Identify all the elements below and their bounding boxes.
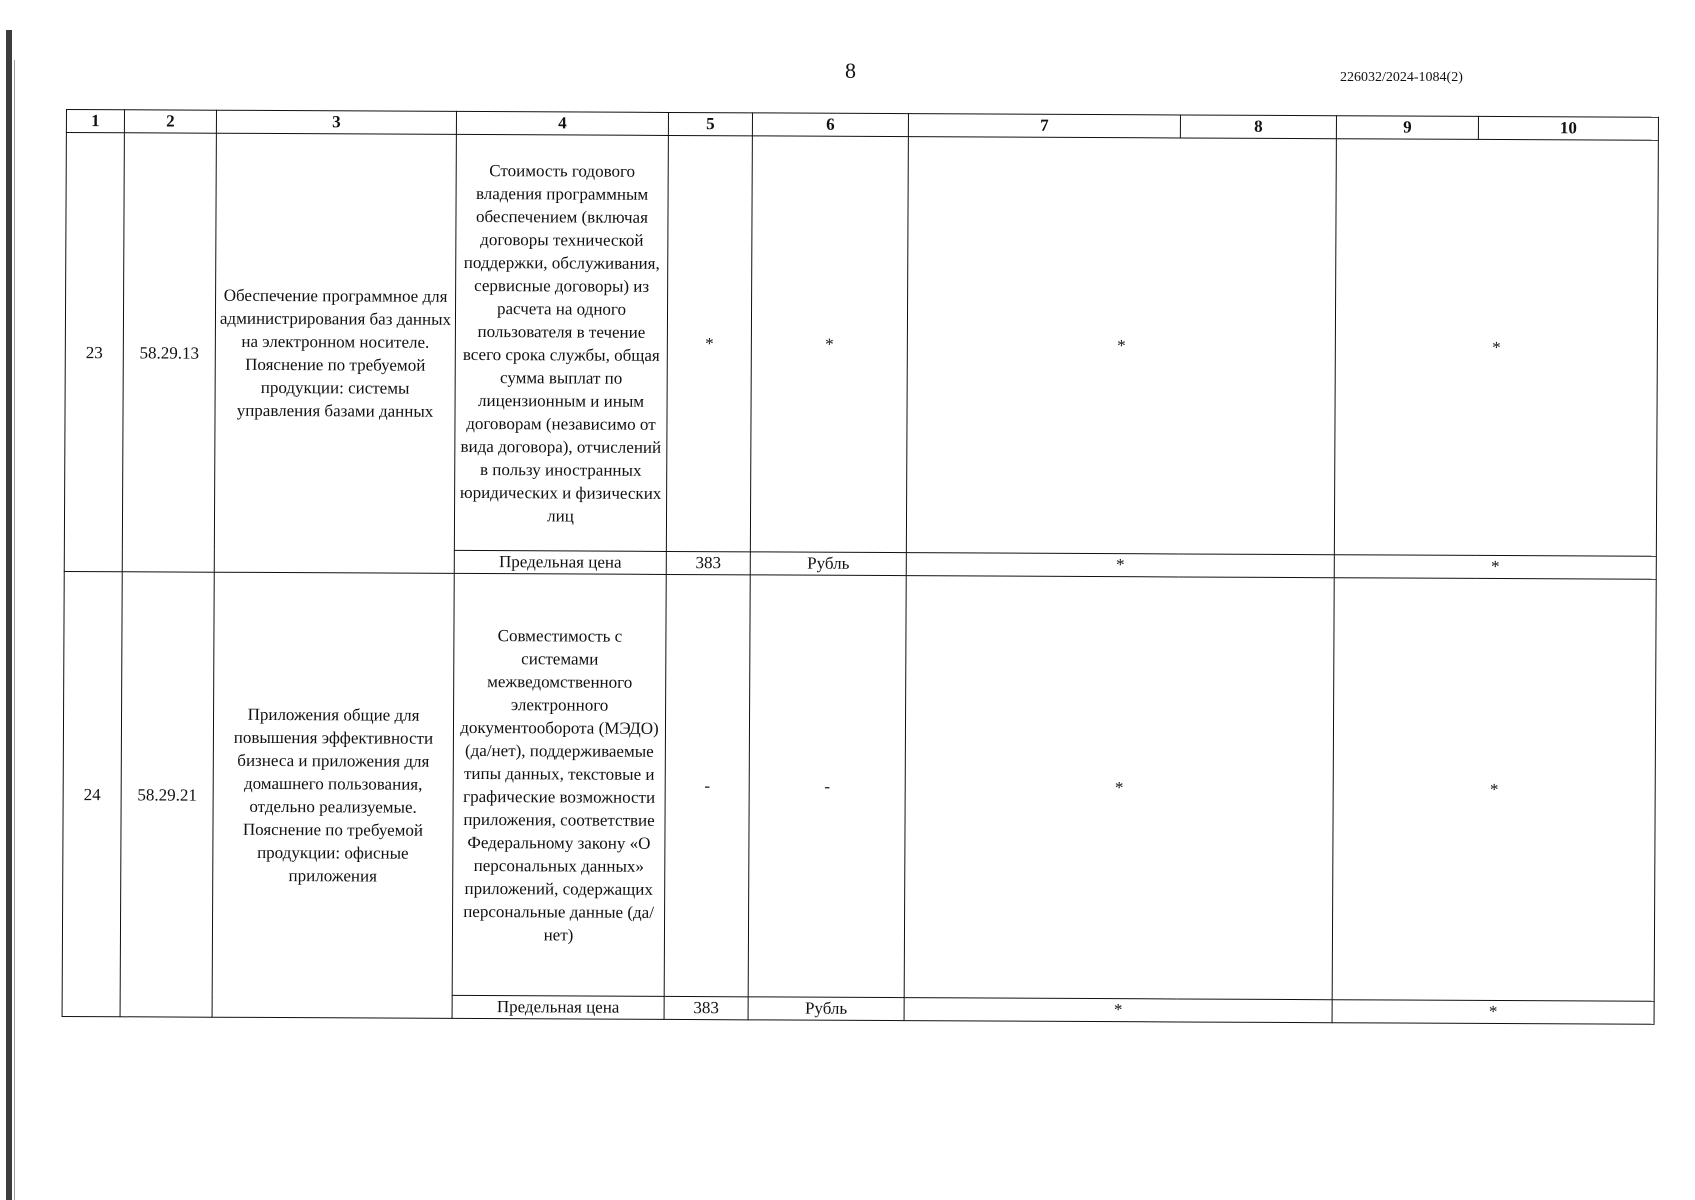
page-number: 8 [845, 58, 856, 83]
unit-name-cell: * [750, 136, 908, 553]
price-limit-label: Предельная цена [452, 995, 664, 1019]
column-header-2: 2 [124, 110, 216, 133]
row-number: 23 [64, 133, 124, 572]
product-characteristic: Стоимость годового владения программным обеспечением (включая договоры технической поддержки, обслуживания, сервисные договоры) из расчета на одного пользователя в течение всего срока службы, общая сумма выплат по лицензионным и иным договорам (независимо от вида договора), отчислений в пользу иностранных юридических и физических лиц [454, 134, 668, 551]
column-header-10: 10 [1478, 116, 1658, 140]
column-header-4: 4 [456, 111, 668, 135]
price-value-9-10: * [1332, 1000, 1654, 1025]
value-cell-7-8: * [904, 576, 1334, 1000]
price-unit-code: 383 [666, 551, 750, 574]
scan-edge-line [14, 60, 15, 1200]
price-value-7-8: * [906, 553, 1334, 578]
row-number: 24 [62, 571, 122, 1016]
value-cell-9-10: * [1332, 578, 1656, 1002]
unit-name-cell: - [748, 575, 906, 998]
product-characteristic: Совместимость с системами межведомственного электронного документооборота (МЭДО) (да/нет), поддерживаемые типы данных, текстовые и графические возможности приложения, соответствие Федеральному закону «О персональных данных» приложений, содержащих персональные данные (да/нет) [452, 573, 666, 996]
price-value-9-10: * [1334, 555, 1656, 580]
scan-edge-shadow [6, 30, 12, 1200]
price-unit-name: Рубль [748, 997, 904, 1021]
column-header-8: 8 [1180, 115, 1336, 139]
value-cell-7-8: * [906, 137, 1336, 555]
price-unit-code: 383 [664, 996, 748, 1019]
price-limit-label: Предельная цена [454, 550, 666, 574]
table-row [62, 571, 1656, 1001]
okpd2-code: 58.29.21 [120, 572, 214, 1017]
requirements-table [62, 109, 1659, 1025]
price-value-7-8: * [904, 998, 1332, 1023]
column-header-5: 5 [668, 112, 752, 135]
table-row [64, 133, 1658, 557]
column-header-3: 3 [216, 110, 456, 134]
column-header-9: 9 [1336, 116, 1478, 140]
okpd2-code: 58.29.13 [122, 133, 216, 572]
column-header-7: 7 [908, 114, 1180, 138]
product-name: Обеспечение программное для администрирования баз данных на электронном носителе. Пояснение по требуемой продукции: системы управления базами данных [214, 133, 456, 573]
requirements-table-wrapper [62, 109, 1658, 1025]
price-unit-name: Рубль [750, 552, 906, 576]
column-header-6: 6 [752, 113, 908, 137]
value-cell-9-10: * [1334, 139, 1658, 557]
unit-code-cell: - [664, 574, 750, 996]
unit-code-cell: * [666, 135, 752, 551]
column-header-1: 1 [66, 110, 124, 133]
product-name: Приложения общие для повышения эффективности бизнеса и приложения для домашнего пользования, отдельно реализуемые. Пояснение по требуемой продукции: офисные приложения [212, 572, 454, 1018]
document-code: 226032/2024-1084(2) [1340, 70, 1463, 85]
